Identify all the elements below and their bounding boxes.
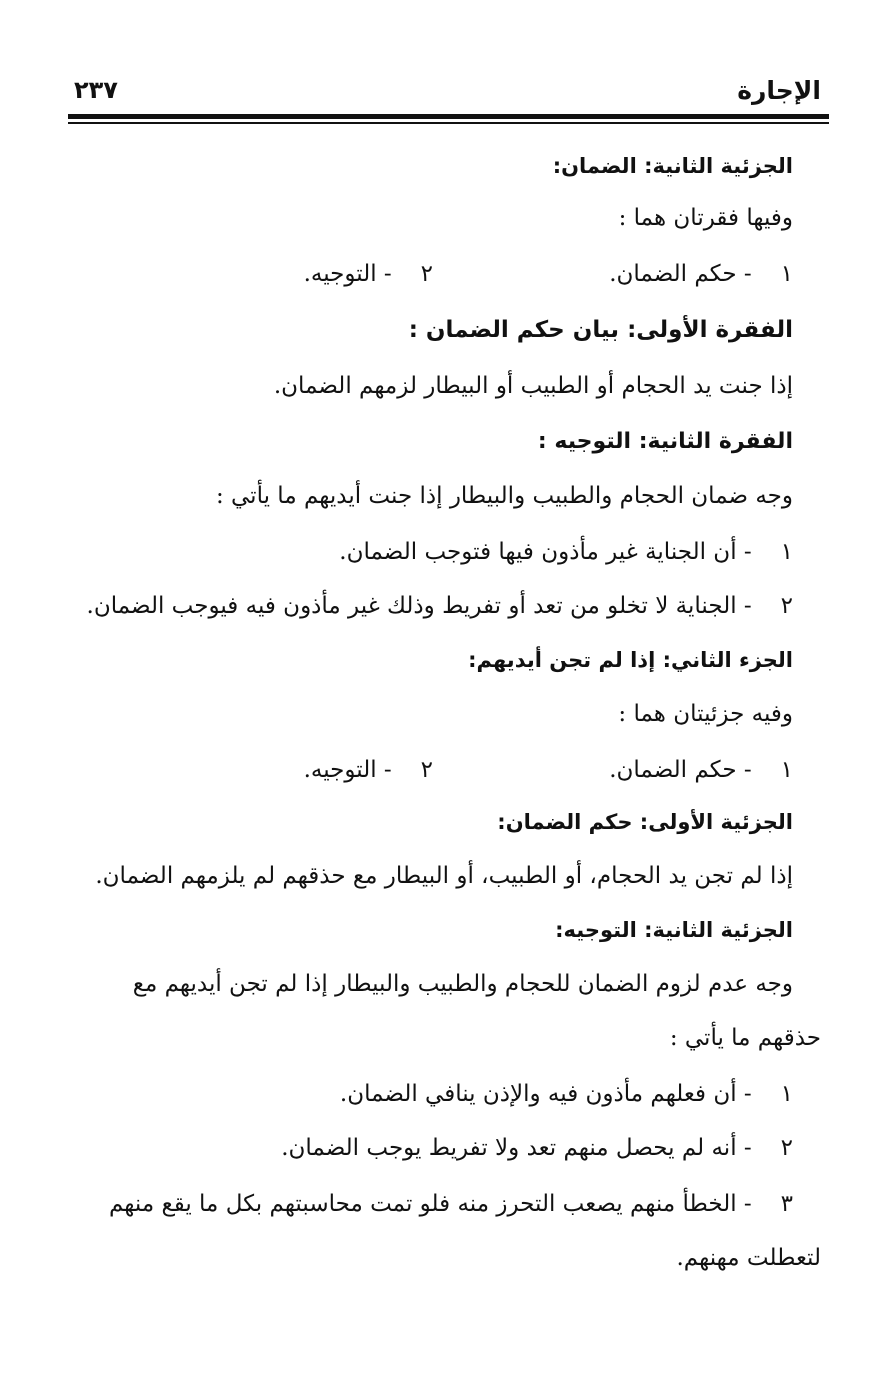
- list-number: ٣: [780, 1191, 793, 1217]
- chapter-title: الإجارة: [737, 76, 821, 105]
- list-item: [609, 258, 793, 290]
- list-number: ١: [780, 1081, 793, 1107]
- list-text: - أن فعلهم مأذون فيه والإذن ينافي الضمان.: [339, 1081, 752, 1107]
- paragraph: وفيه جزئيتان هما :: [618, 701, 793, 727]
- paragraph-line: لتعطلت مهنهم.: [676, 1245, 821, 1271]
- running-header: [68, 70, 829, 114]
- list-text: - أنه لم يحصل منهم تعد ولا تفريط يوجب الضمان.: [281, 1135, 752, 1161]
- list-number: ١: [780, 539, 793, 565]
- section-heading: الفقرة الثانية: التوجيه :: [537, 429, 793, 454]
- list-text: - حكم الضمان.: [609, 757, 752, 783]
- list-item: [87, 590, 793, 622]
- book-page: [68, 70, 829, 1370]
- paragraph: إذا جنت يد الحجام أو الطبيب أو البيطار لزمهم الضمان.: [273, 373, 793, 399]
- list-number: ١: [780, 261, 793, 287]
- paragraph-line: حذقهم ما يأتي :: [669, 1025, 821, 1051]
- list-text: - الخطأ منهم يصعب التحرز منه فلو تمت محاسبتهم بكل ما يقع منهم: [108, 1191, 752, 1217]
- list-number: ٢: [420, 261, 433, 287]
- list-number: ٢: [780, 593, 793, 619]
- paragraph: وفيها فقرتان هما :: [618, 205, 793, 231]
- section-heading: الجزئية الثانية: التوجيه:: [555, 918, 793, 942]
- list-item: [281, 1132, 793, 1164]
- page-number: ٢٣٧: [74, 76, 118, 104]
- list-text: - التوجيه.: [303, 261, 392, 287]
- list-item: [609, 754, 793, 786]
- section-heading: الفقرة الأولى: بيان حكم الضمان :: [408, 317, 793, 343]
- paragraph-line: وجه عدم لزوم الضمان للحجام والطبيب والبيطار إذا لم تجن أيديهم مع: [132, 971, 793, 997]
- header-rule-thick: [68, 114, 829, 119]
- list-item: [109, 1188, 793, 1220]
- paragraph: وجه ضمان الحجام والطبيب والبيطار إذا جنت أيديهم ما يأتي :: [215, 483, 793, 509]
- list-number: ٢: [420, 757, 433, 783]
- list-item: [304, 754, 433, 786]
- header-rule-thin: [68, 122, 829, 124]
- section-heading: الجزئية الأولى: حكم الضمان:: [497, 810, 793, 834]
- list-text: - التوجيه.: [303, 757, 392, 783]
- list-item: [304, 258, 433, 290]
- section-heading: الجزئية الثانية: الضمان:: [552, 154, 793, 178]
- list-item: [340, 1078, 793, 1110]
- list-text: - حكم الضمان.: [609, 261, 752, 287]
- list-item: [339, 536, 793, 568]
- paragraph: إذا لم تجن يد الحجام، أو الطبيب، أو البيطار مع حذقهم لم يلزمهم الضمان.: [95, 863, 793, 889]
- list-text: - أن الجناية غير مأذون فيها فتوجب الضمان.: [339, 539, 752, 565]
- section-heading: الجزء الثاني: إذا لم تجن أيديهم:: [468, 648, 793, 672]
- list-text: - الجناية لا تخلو من تعد أو تفريط وذلك غير مأذون فيه فيوجب الضمان.: [86, 593, 752, 619]
- list-number: ٢: [780, 1135, 793, 1161]
- list-number: ١: [780, 757, 793, 783]
